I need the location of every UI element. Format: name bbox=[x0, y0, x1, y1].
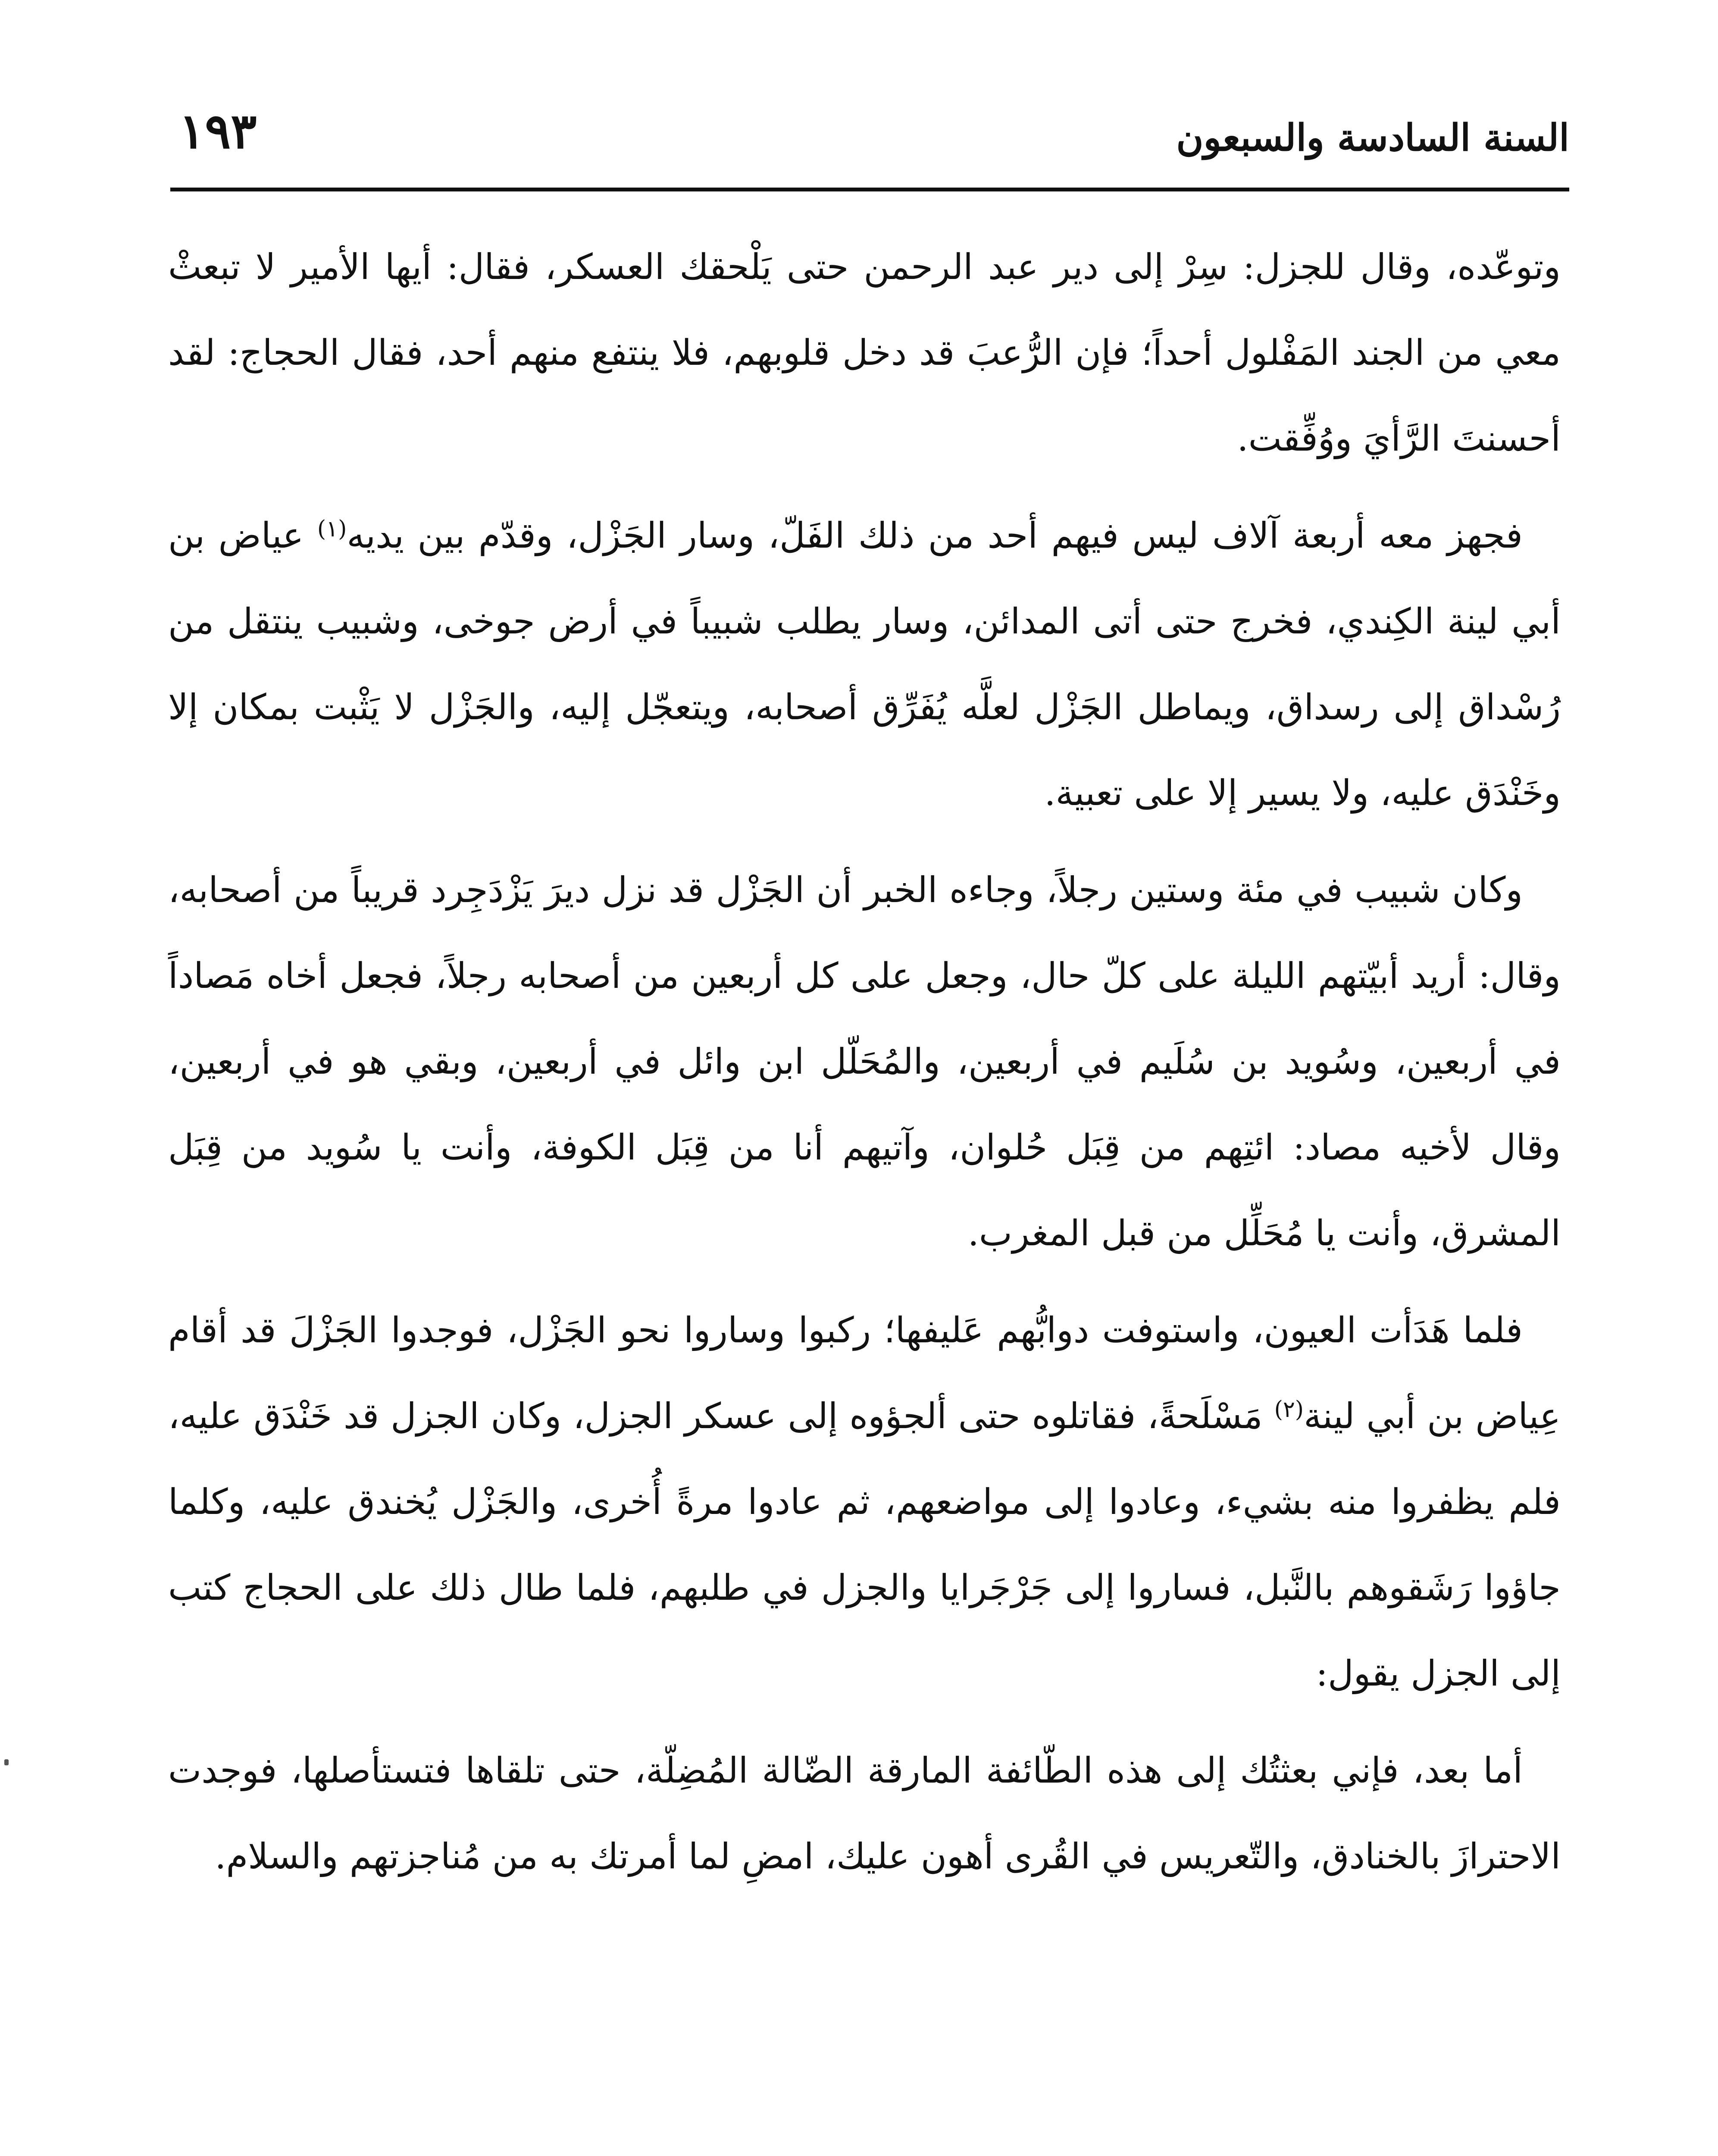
paragraph-5-text: أما بعد، فإني بعثتُك إلى هذه الطّائفة المارقة الضّالة المُضِلّة، حتى تلقاها فتستأصلها، فوجدت الاحترازَ بالخنادق، والتّعريس في القُرى أهون عليك، امضِ لما أمرتك به من مُناجزتهم والسلام. bbox=[168, 1750, 1561, 1877]
paragraph-2-text: فجهز معه أربعة آلاف ليس فيهم أحد من ذلك الفَلّ، وسار الجَزْل، وقدّم بين يديه bbox=[347, 515, 1523, 556]
paragraph-5 bbox=[168, 1728, 1561, 1899]
footnote-ref-2[interactable]: (٢) bbox=[1274, 1397, 1304, 1423]
footnote-ref-1[interactable]: (١) bbox=[317, 516, 347, 542]
chapter-title: السنة السادسة والسبعون bbox=[1176, 116, 1569, 160]
paragraph-2 bbox=[168, 493, 1561, 836]
paragraph-1-text: وتوعّده، وقال للجزل: سِرْ إلى دير عبد الرحمن حتى يَلْحقك العسكر، فقال: أيها الأمير لا تبعثْ معي من الجند المَفْلول أحداً؛ فإن الرُّعبَ قد دخل قلوبهم، فلا ينتفع منهم أحد، فقال الحجاج: لقد أحسنتَ الرَّأيَ ووُفِّقت. bbox=[168, 247, 1561, 459]
paragraph-4 bbox=[168, 1288, 1561, 1717]
paragraph-4-text-cont: مَسْلَحةً، فقاتلوه حتى ألجؤوه إلى عسكر الجزل، وكان الجزل قد خَنْدَق عليه، فلم يظفروا منه بشيء، وعادوا إلى مواضعهم، ثم عادوا مرةً أُخرى، والجَزْل يُخندق عليه، وكلما جاؤوا رَشَقوهم بالنَّبل، فساروا إلى جَرْجَرايا والجزل في طلبهم، فلما طال ذلك على الحجاج كتب إلى الجزل يقول: bbox=[168, 1396, 1561, 1694]
body-text bbox=[168, 224, 1561, 1911]
paragraph-2-text-cont: عياض بن أبي لينة الكِندي، فخرج حتى أتى المدائن، وسار يطلب شبيباً في أرض جوخى، وشبيب ينتقل من رُسْداق إلى رسداق، ويماطل الجَزْل لعلَّه يُفَرِّق أصحابه، ويتعجّل إليه، والجَزْل لا يَثْبت بمكان إلا وخَنْدَق عليه، ولا يسير إلا على تعبية. bbox=[168, 515, 1561, 814]
paragraph-3-text: وكان شبيب في مئة وستين رجلاً، وجاءه الخبر أن الجَزْل قد نزل ديرَ يَزْدَجِرد قريباً من أصحابه، وقال: أريد أبيّتهم الليلة على كلّ حال، وجعل على كل أربعين من أصحابه رجلاً، فجعل أخاه مَصاداً في أربعين، وسُويد بن سُلَيم في أربعين، والمُحَلّل ابن وائل في أربعين، وبقي هو في أربعين، وقال لأخيه مصاد: ائتِهم من قِبَل حُلوان، وآتيهم أنا من قِبَل الكوفة، وأنت يا سُويد من قِبَل المشرق، وأنت يا مُحَلِّل من قبل المغرب. bbox=[168, 870, 1561, 1254]
scan-artifact bbox=[4, 1759, 9, 1765]
header-divider bbox=[170, 188, 1569, 191]
page-number: ١٩٣ bbox=[179, 103, 257, 160]
paragraph-3 bbox=[168, 847, 1561, 1276]
paragraph-4-text: فلما هَدَأت العيون، واستوفت دوابُّهم عَليفها؛ ركبوا وساروا نحو الجَزْل، فوجدوا الجَزْلَ قد أقام عِياض بن أبي لينة bbox=[168, 1310, 1561, 1437]
paragraph-1 bbox=[168, 224, 1561, 482]
running-header bbox=[170, 93, 1569, 175]
